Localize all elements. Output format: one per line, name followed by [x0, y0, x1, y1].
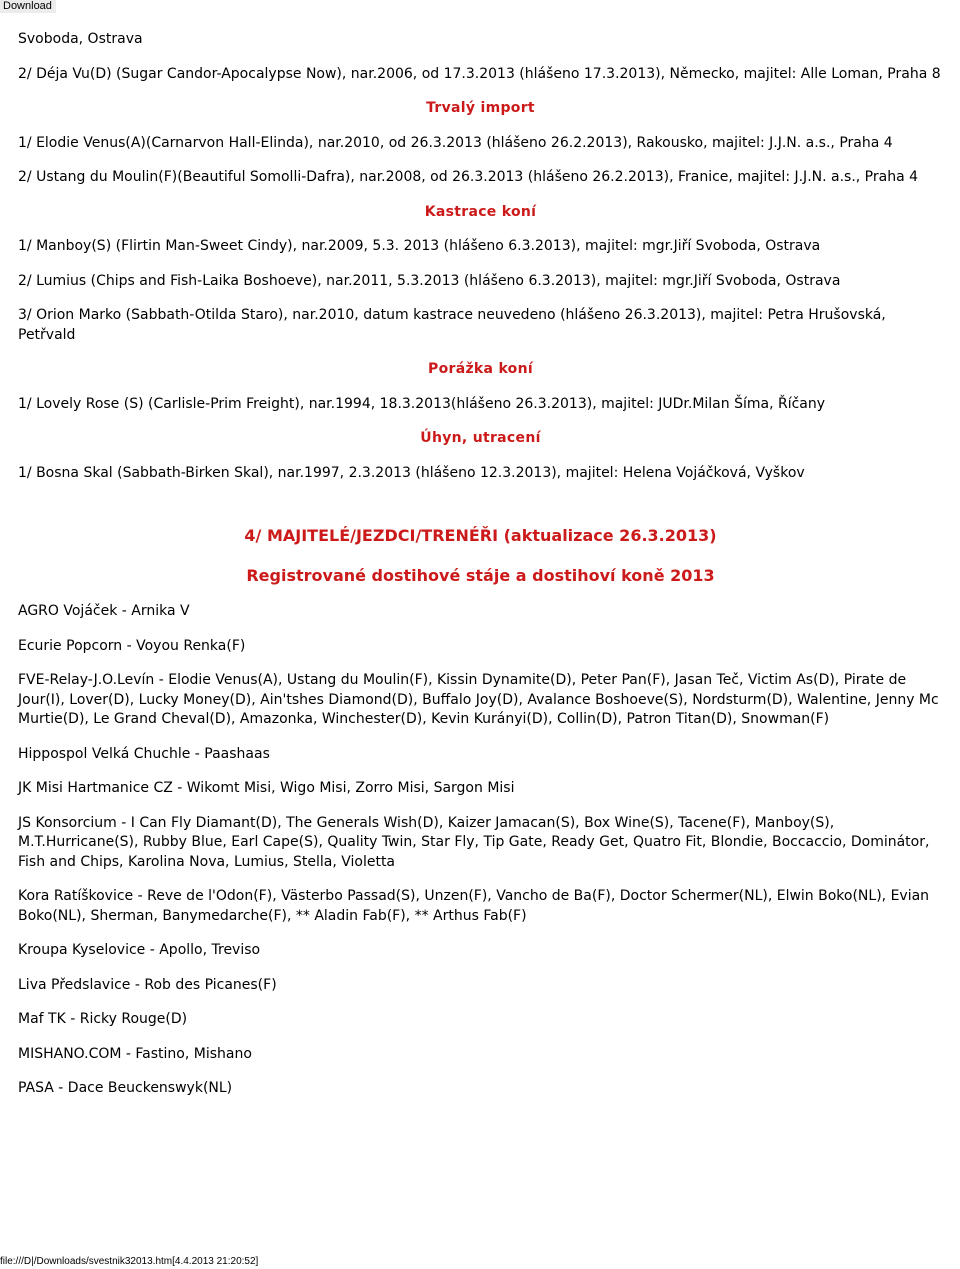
import-entry: 2/ Déja Vu(D) (Sugar Candor-Apocalypse Now), nar.2006, od 17.3.2013 (hlášeno 17.3.2013), Německo, majitel: Alle Loman, Praha 8 [18, 65, 941, 82]
slaughter-heading: Porážka koní [428, 361, 533, 377]
owner-tail-text: Svoboda, Ostrava [18, 31, 143, 47]
stable-entry: Liva Předslavice - Rob des Picanes(F) [18, 976, 277, 993]
permanent-import-heading: Trvalý import [426, 100, 535, 116]
stable-entry: MISHANO.COM - Fastino, Mishano [18, 1045, 252, 1062]
slaughter-entry: 1/ Lovely Rose (S) (Carlisle-Prim Freight), nar.1994, 18.3.2013(hlášeno 26.3.2013), majitel: JUDr.Milan Šíma, Říčany [18, 395, 826, 412]
stable-entry: Ecurie Popcorn - Voyou Renka(F) [18, 637, 246, 654]
stable-entry: FVE-Relay-J.O.Levín - Elodie Venus(A), Ustang du Moulin(F), Kissin Dynamite(D), Peter Pan(F), Jasan Teč, Victim As(D), Pirate de Jour(I), Lover(D), Lucky Money(D), Ain'tshes Diamond(D), Buffalo Joy(D), Avalance Boshoeve(S), Nordsturm(D), Walentine, Jenny Mc Murtie(D), Le Grand Cheval(D), Amazonka, Winchester(D), Kevin Kurányi(D), Collin(D), Patron Titan(D), Snowman(F) [18, 672, 939, 727]
stable-entry: PASA - Dace Beuckenswyk(NL) [18, 1080, 233, 1096]
stable-entry: JK Misi Hartmanice CZ - Wikomt Misi, Wigo Misi, Zorro Misi, Sargon Misi [18, 780, 515, 796]
stable-entry: Hippospol Velká Chuchle - Paashaas [18, 745, 270, 762]
owners-section-title: 4/ MAJITELÉ/JEZDCI/TRENÉŘI (aktualizace 26.3.2013) [244, 526, 717, 545]
document-body [18, 30, 943, 1099]
stable-entry: JS Konsorcium - I Can Fly Diamant(D), The Generals Wish(D), Kaizer Jamacan(S), Box Wine(S), Tacene(F), Manboy(S), M.T.Hurricane(S), Rubby Blue, Earl Cape(S), Quality Twin, Star Fly, Tip Gate, Ready Get, Quatro Fit, Blondie, Boccaccio, Dominátor, Fish and Chips, Karolina Nova, Lumius, Stella, Violetta [18, 814, 930, 870]
castration-entry: 1/ Manboy(S) (Flirtin Man-Sweet Cindy), nar.2009, 5.3. 2013 (hlášeno 6.3.2013), majitel: mgr.Jiří Svoboda, Ostrava [18, 238, 821, 254]
stable-entry: AGRO Vojáček - Arnika V [18, 603, 190, 619]
castration-entry: 3/ Orion Marko (Sabbath-Otilda Staro), nar.2010, datum kastrace neuvedeno (hlášeno 26.3.2013), majitel: Petra Hrušovská, Petřvald [18, 307, 886, 343]
permanent-import-entry: 1/ Elodie Venus(A)(Carnarvon Hall-Elinda), nar.2010, od 26.3.2013 (hlášeno 26.2.2013), Rakousko, majitel: J.J.N. a.s., Praha 4 [18, 134, 893, 151]
download-link[interactable]: Download [0, 0, 56, 13]
stable-entry: Kora Ratíškovice - Reve de l'Odon(F), Västerbo Passad(S), Unzen(F), Vancho de Ba(F), Doctor Schermer(NL), Elwin Boko(NL), Evian Boko(NL), Sherman, Banymedarche(F), ** Aladin Fab(F), ** Arthus Fab(F) [18, 888, 930, 924]
castration-heading: Kastrace koní [424, 203, 537, 220]
stable-entry: Kroupa Kyselovice - Apollo, Treviso [18, 942, 261, 958]
owners-section-subtitle: Registrované dostihové stáje a dostihoví koně 2013 [246, 566, 715, 585]
footer-file-path: file:///D|/Downloads/svestnik32013.htm[4.4.2013 21:20:52] [0, 1256, 259, 1267]
death-heading: Úhyn, utracení [420, 430, 541, 446]
castration-entry: 2/ Lumius (Chips and Fish-Laika Boshoeve), nar.2011, 5.3.2013 (hlášeno 6.3.2013), majitel: mgr.Jiří Svoboda, Ostrava [18, 272, 841, 289]
stable-entry: Maf TK - Ricky Rouge(D) [18, 1011, 188, 1027]
permanent-import-entry: 2/ Ustang du Moulin(F)(Beautiful Somolli-Dafra), nar.2008, od 26.3.2013 (hlášeno 26.2.2013), Franice, majitel: J.J.N. a.s., Praha 4 [18, 169, 919, 185]
death-entry: 1/ Bosna Skal (Sabbath-Birken Skal), nar.1997, 2.3.2013 (hlášeno 12.3.2013), majitel: Helena Vojáčková, Vyškov [18, 464, 805, 481]
